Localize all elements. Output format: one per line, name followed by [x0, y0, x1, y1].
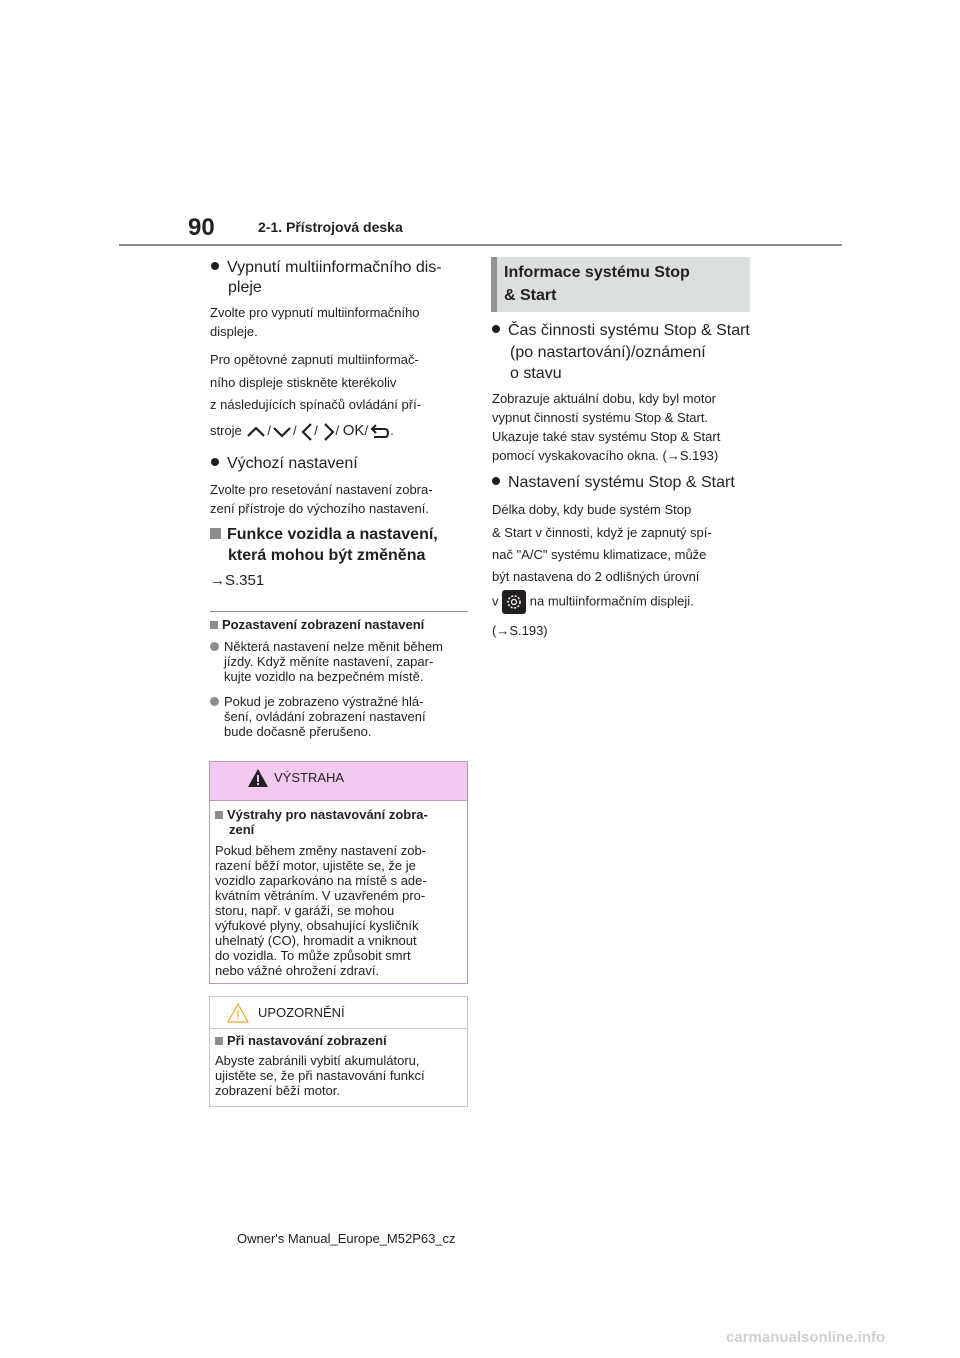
warning-label: VÝSTRAHA — [274, 770, 345, 785]
square-icon — [215, 1037, 223, 1045]
paragraph: Ukazuje také stav systému Stop & Start — [492, 429, 721, 444]
paragraph: pomocí vyskakovacího okna. (→S.193) — [492, 448, 719, 463]
bullet-heading-cont: pleje — [228, 279, 262, 296]
paragraph: ního displeje stiskněte kterékoliv — [210, 375, 397, 390]
warning-title-cont: zení — [229, 822, 255, 837]
subheading: Funkce vozidla a nastavení, — [210, 524, 438, 546]
bullet-heading-cont: (po nastartování)/oznámení — [510, 344, 706, 361]
square-icon — [215, 811, 223, 819]
settings-icon-line: v na multiinformačním displeji. — [492, 590, 694, 614]
paragraph: zení přístroje do výchozího nastavení. — [210, 501, 429, 516]
bullet-icon — [492, 477, 500, 485]
page-reference: (→S.193) — [492, 623, 548, 638]
caution-title: Při nastavování zobrazení — [215, 1033, 461, 1048]
bullet-icon — [492, 325, 500, 333]
warning-header — [210, 762, 467, 801]
bullet-heading-cont: o stavu — [510, 365, 562, 382]
bullet-icon — [210, 697, 219, 706]
bullet-heading-time: Čas činnosti systému Stop & Start — [492, 319, 750, 342]
note-item: Některá nastavení nelze měnit během jízdy. Když měníte nastavení, zapar- kujte vozidlo na bezpečném místě. — [210, 639, 470, 684]
paragraph: nač "A/C" systému klimatizace, může — [492, 547, 707, 562]
paragraph: Pro opětovné zapnutí multiinformač- — [210, 352, 419, 367]
caution-header — [210, 997, 467, 1029]
paragraph: být nastavena do 2 odlišných úrovní — [492, 569, 700, 584]
switch-icons-line: stroje / / / / OK/ . — [210, 421, 394, 442]
paragraph: z následujících spínačů ovládání pří- — [210, 397, 422, 412]
note-rule — [210, 611, 468, 612]
bullet-icon — [211, 262, 219, 270]
bullet-icon — [210, 642, 219, 651]
section-box-edge — [491, 257, 497, 312]
page-number: 90 — [188, 214, 215, 241]
back-icon — [368, 424, 390, 440]
paragraph: stroje — [210, 423, 242, 438]
caution-text: Abyste zabránili vybití akumulátoru, ujistěte se, že při nastavování funkcí zobrazení běží motor. — [215, 1053, 425, 1098]
caution-label: UPOZORNĚNÍ — [258, 1005, 345, 1020]
chevron-left-icon — [300, 422, 314, 442]
note-title: Pozastavení zobrazení nastavení — [210, 617, 424, 632]
header-rule — [119, 244, 842, 246]
warning-box — [209, 761, 468, 984]
paragraph: Zobrazuje aktuální dobu, kdy byl motor — [492, 391, 717, 406]
watermark: carmanualsonline.info — [726, 1329, 886, 1346]
square-icon — [210, 621, 218, 629]
bullet-heading-display-off: Vypnutí multiinformačního dis- — [211, 256, 442, 279]
paragraph: vypnut činností systému Stop & Start. — [492, 410, 709, 425]
paragraph: Zvolte pro resetování nastavení zobra- — [210, 482, 433, 497]
warning-title: Výstrahy pro nastavování zobra- — [215, 807, 461, 822]
bullet-heading-settings: Nastavení systému Stop & Start — [492, 471, 735, 494]
subheading-cont: která mohou být změněna — [228, 547, 426, 564]
section-box — [491, 257, 750, 312]
note-item: Pokud je zobrazeno výstražné hlá- šení, ovládání zobrazení nastavení bude dočasně přerušeno. — [210, 694, 470, 739]
square-icon — [210, 528, 221, 539]
warning-text: Pokud během změny nastavení zob- razení běží motor, ujistěte se, že je vozidlo zaparkováno na místě s ade- kvátním větráním. V uzavřeném pro- storu, např. v garáži, se mohou výfukové plyny, obsahující kysličník uhelnatý (CO), hromadit a vniknout do vozidla. To může způsobit smrt nebo vážné ohrožení zdraví. — [215, 843, 427, 978]
bullet-icon — [211, 458, 219, 466]
page-reference: →S.351 — [210, 572, 265, 589]
warning-triangle-icon — [247, 768, 269, 788]
paragraph: Zvolte pro vypnutí multiinformačního — [210, 305, 420, 320]
chevron-up-icon — [245, 425, 267, 439]
ok-button-label: OK — [342, 422, 365, 439]
paragraph: & Start v činnosti, když je zapnutý spí- — [492, 525, 712, 540]
paragraph: displeje. — [210, 324, 258, 339]
section-title: 2-1. Přístrojová deska — [258, 219, 403, 235]
chevron-down-icon — [271, 425, 293, 439]
caution-box — [209, 996, 468, 1107]
settings-gear-icon — [502, 590, 526, 614]
section-box-title: Informace systému Stop & Start — [504, 264, 690, 304]
chevron-right-icon — [322, 422, 336, 442]
footer: Owner's Manual_Europe_M52P63_cz — [237, 1231, 456, 1246]
paragraph: Délka doby, kdy bude systém Stop — [492, 502, 692, 517]
bullet-heading-default: Výchozí nastavení — [211, 452, 358, 475]
caution-triangle-icon — [226, 1002, 250, 1024]
